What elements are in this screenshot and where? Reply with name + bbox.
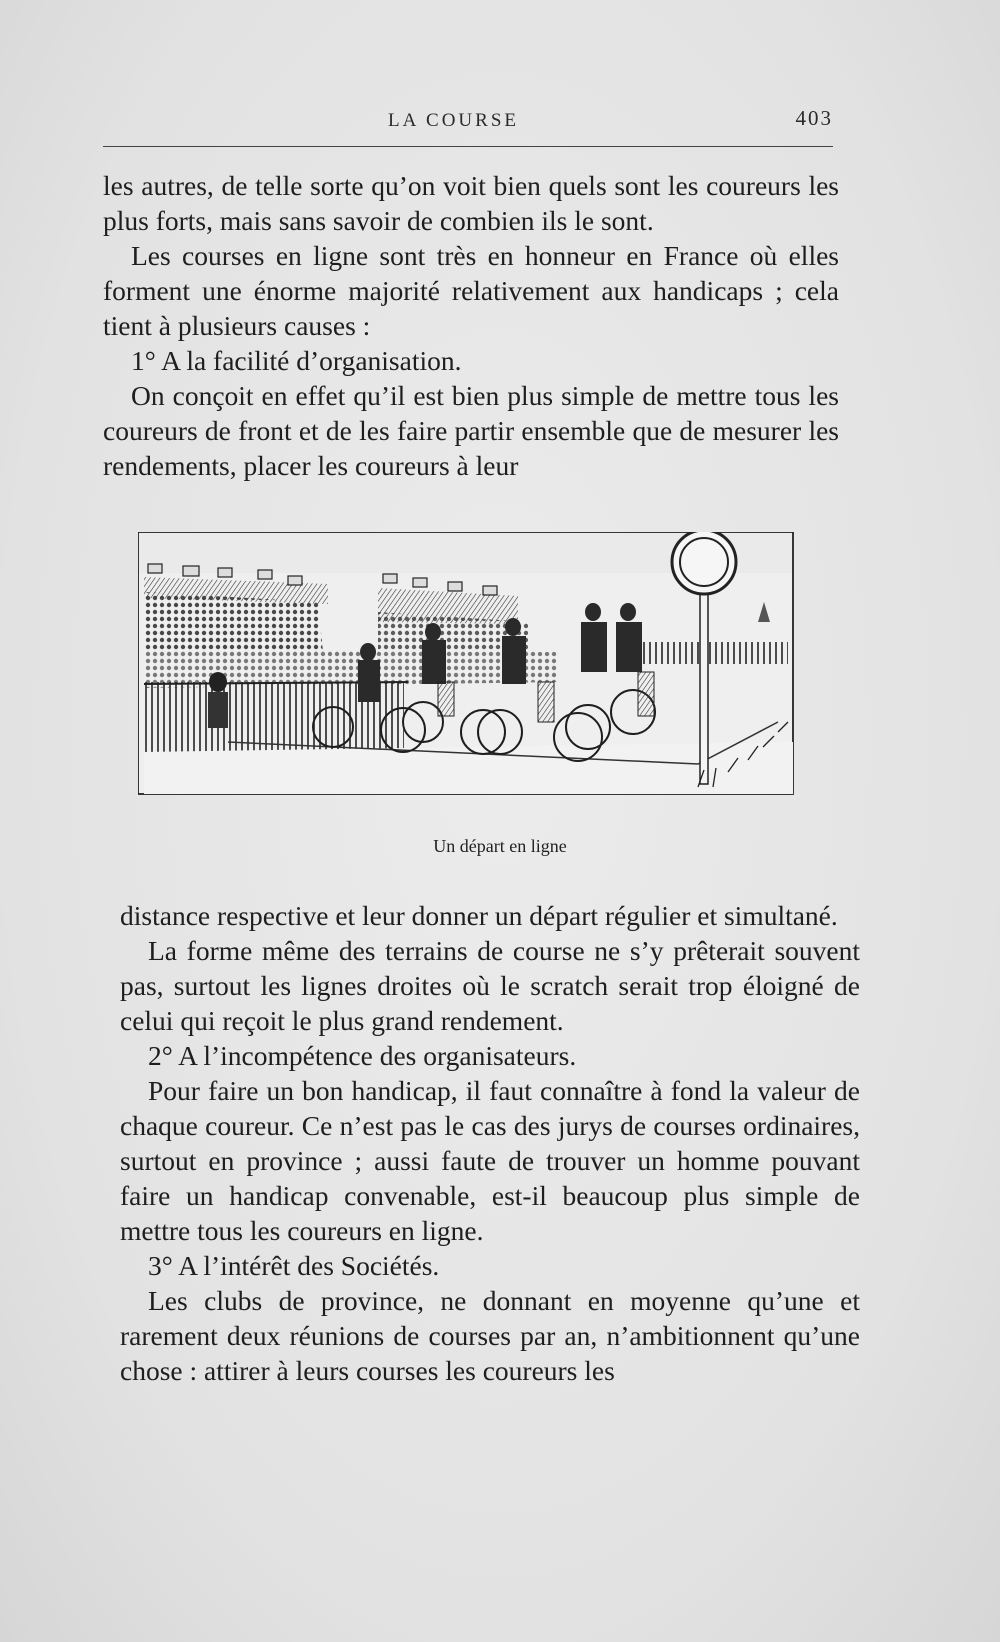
text-block-bottom <box>120 898 860 1388</box>
paragraph: 1° A la facilité d’organisation. <box>131 345 462 376</box>
illustration-cycling-start <box>138 532 828 832</box>
text-block-top <box>103 168 839 483</box>
page-number: 403 <box>795 106 833 130</box>
page-header <box>103 106 833 147</box>
figure-caption: Un départ en ligne <box>433 836 567 856</box>
paragraph: 2° A l’incompétence des organisateurs. <box>148 1040 577 1071</box>
paragraph: Les clubs de province, ne donnant en moyenne qu’une et rarement deux réunions de courses par an, n’ambitionnent qu’une chose : attirer à leurs courses les coureurs les <box>120 1285 860 1386</box>
paragraph: Pour faire un bon handicap, il faut connaître à fond la valeur de chaque coureur. Ce n’est pas le cas des jurys de courses ordinaires, surtout en province ; aussi faute de trouver un homme pouvant faire un handicap convenable, est-il beaucoup plus simple de mettre tous les coureurs en ligne. <box>120 1075 860 1246</box>
engraving-illustration <box>138 532 828 832</box>
running-title: LA COURSE <box>388 110 519 131</box>
paragraph: La forme même des terrains de course ne s’y prêterait souvent pas, surtout les lignes droites où le scratch serait trop éloigné de celui qui reçoit le plus grand rendement. <box>120 935 860 1036</box>
paragraph: Les courses en ligne sont très en honneur en France où elles forment une énorme majorité relativement aux handicaps ; cela tient à plusieurs causes : <box>103 240 839 341</box>
paragraph: distance respective et leur donner un départ régulier et simultané. <box>120 900 838 931</box>
paragraph: les autres, de telle sorte qu’on voit bien quels sont les coureurs les plus forts, mais sans savoir de combien ils le sont. <box>103 170 839 236</box>
paragraph: 3° A l’intérêt des Sociétés. <box>148 1250 440 1281</box>
paragraph: On conçoit en effet qu’il est bien plus simple de mettre tous les coureurs de front et de les faire partir ensemble que de mesurer les rendements, placer les coureurs à leur <box>103 380 839 481</box>
